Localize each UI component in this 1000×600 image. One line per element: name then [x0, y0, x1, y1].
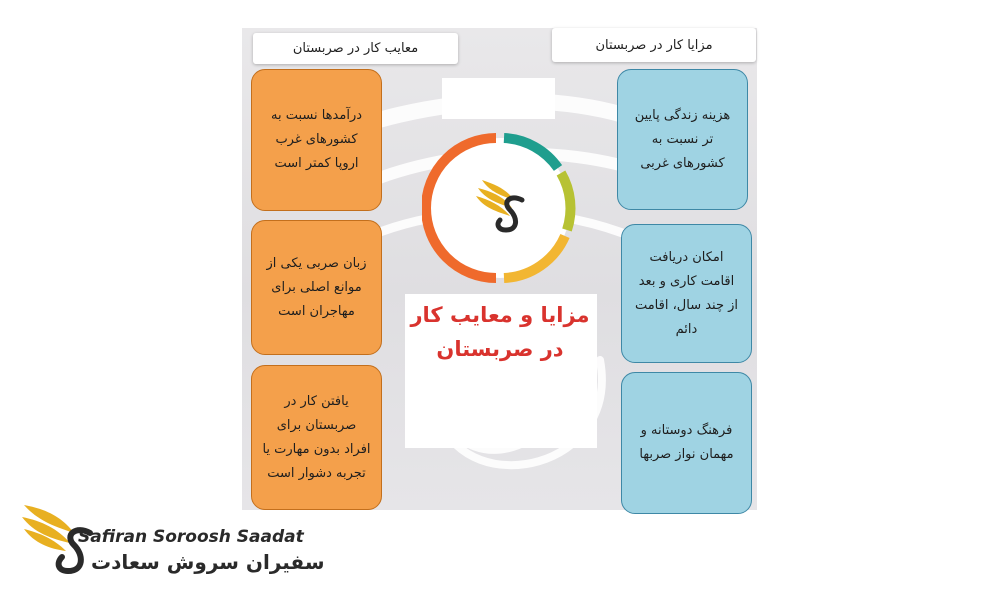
center-ring	[422, 130, 578, 286]
disadvantage-text: زبان صربی یکی از موانع اصلی برای مهاجران است	[266, 255, 367, 319]
disadvantages-header-label: معایب کار در صربستان	[292, 41, 419, 56]
disadvantage-card	[251, 69, 382, 211]
disadvantage-text: یافتن کار در صربستان برای افراد بدون مهارت یا تجربه دشوار است	[262, 393, 371, 481]
brand-name-fa: سفیران سروش سعادت	[91, 550, 325, 574]
advantages-header-label: مزایا کار در صربستان	[595, 37, 713, 53]
disadvantage-text: درآمدها نسبت به کشورهای غرب اروپا کمتر است	[270, 108, 363, 171]
disadvantage-card	[251, 365, 382, 510]
advantage-card	[621, 372, 752, 514]
disadvantages-header	[253, 33, 458, 64]
brand-name-en: Safiran Soroosh Saadat	[78, 527, 304, 547]
advantage-card	[621, 224, 752, 363]
center-title: مزایا و معایب کار در صربستان	[410, 303, 590, 361]
advantage-text: امکان دریافت اقامت کاری و بعد از چند سال، اقامت دائم	[634, 249, 739, 337]
advantage-text: فرهنگ دوستانه و مهمان نواز صربها	[639, 423, 734, 462]
advantage-text: هزینه زندگی پایین تر نسبت به کشورهای غربی	[634, 107, 731, 171]
advantages-header	[552, 28, 756, 62]
disadvantage-card	[251, 220, 382, 355]
top-center-box	[442, 78, 555, 119]
advantage-card	[617, 69, 748, 210]
